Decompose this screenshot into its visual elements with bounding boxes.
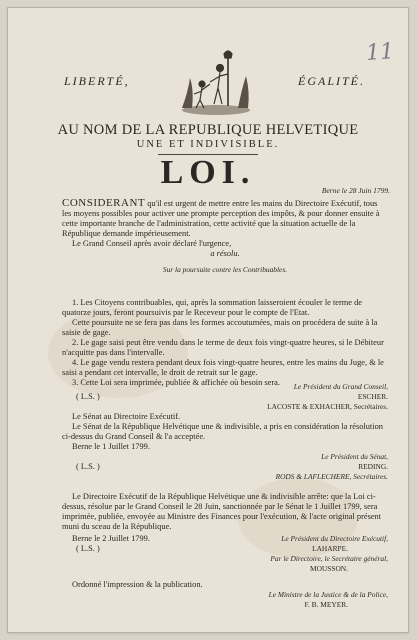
publication-order: Ordonné l'impression & la publication.: [72, 580, 203, 589]
gc-secretaries: LACOSTE & EXHACHER, Secrétaires.: [267, 402, 388, 411]
directoire-text: Le Directoire Exécutif de la République Helvétique une & indivisible arrête: que la Loi ci-dessus, résolue par le Grand Conseil le 28 Juin, sanctionnée par le Sénat le 1 Juillet 1799, sera imprimée, publiée, envoyée au Ministre des Finances pour l'exécution, & l'acte original présent muni du sceau de la République.: [62, 492, 382, 531]
senat-date: Berne le 1 Juillet 1799.: [72, 442, 150, 451]
senat-section: [62, 412, 388, 482]
motto-liberte: LIBERTÉ,: [64, 74, 130, 88]
gc-president: ESCHER.: [357, 392, 388, 401]
preamble-dropcap: CONSIDERANT: [62, 197, 146, 209]
seal-gc: ( L.S. ): [76, 392, 100, 401]
resolved: a résolu.: [210, 249, 240, 258]
heading-republic: AU NOM DE LA REPUBLIQUE HELVETIQUE: [57, 122, 359, 138]
document-sheet: [8, 8, 408, 632]
closing-section: [62, 580, 388, 610]
minister-name: F. B. MEYER.: [304, 600, 348, 609]
gc-president-title: Le Président du Grand Conseil,: [293, 382, 388, 391]
republic-emblem-vignette: [176, 48, 256, 118]
directoire-president: LAHARPE.: [312, 544, 348, 553]
article-3: 3. Cette Loi sera imprimée, publiée & affichée où besoin sera.: [72, 378, 280, 387]
date-line: Berne le 28 Juin 1799.: [321, 186, 390, 195]
seal-directoire: ( L.S. ): [76, 544, 100, 553]
directoire-secretary: MOUSSON.: [310, 564, 348, 573]
articles: [62, 298, 388, 388]
directoire-date: Berne le 2 Juillet 1799.: [72, 534, 150, 543]
directoire-president-title: Le Président du Directoire Exécutif,: [281, 534, 388, 543]
motto-egalite: ÉGALITÉ.: [298, 74, 365, 88]
senat-secretaries: RODS & LAFLECHERE, Secrétaires.: [275, 472, 388, 481]
article-1: 1. Les Citoyens contribuables, qui, après la sommation laisseroient écouler le terme de quatorze jours, feront poursuivis par le Receveur pour le compte de l'Etat.: [62, 298, 363, 317]
preamble: [62, 198, 388, 275]
declared-urgency: Le Grand Conseil après avoir déclaré l'urgence,: [72, 239, 232, 248]
senat-president: REDING.: [358, 462, 388, 471]
section-subtitle: Sur la poursuite contre les Contribuables.: [162, 265, 288, 274]
archive-number: 11: [365, 39, 395, 66]
preamble-text: qu'il est urgent de mettre entre les mains du Directoire Exécutif, tous les moyens possibles pour activer une prompte perception des impôts, & pour donner ensuite à cette importante branche de l'administration, cette activité que la situation actuelle de la République demande impérieusement.: [62, 199, 380, 238]
grand-conseil-signature: [62, 382, 388, 412]
minister-title: Le Ministre de la Justice & de la Police,: [268, 590, 388, 599]
article-2: 2. Le gage saisi peut être vendu dans le terme de deux fois vingt-quatre heures, si le Débiteur n'acquitte pas dans l'intervalle.: [62, 338, 384, 357]
law-title: LOI.: [160, 154, 256, 191]
senat-address: Le Sénat au Directoire Exécutif.: [72, 412, 181, 421]
senat-text: Le Sénat de la République Helvétique une & indivisible, a pris en considération la résolution ci-dessus du Grand Conseil & l'a acceptée.: [62, 422, 383, 441]
seal-senat: ( L.S. ): [76, 462, 100, 471]
directoire-secretary-title: Par le Directoire, le Secrétaire général,: [270, 554, 388, 563]
directoire-section: [62, 492, 388, 574]
senat-president-title: Le Président du Sénat,: [321, 452, 388, 461]
heading-indivisible: UNE ET INDIVISIBLE.: [136, 139, 280, 150]
article-1-cont: Cette poursuite ne se fera pas dans les formes accoutumées, mais on procédera de suite à la saisie de gage.: [62, 318, 378, 337]
article-4: 4. Le gage vendu restera pendant deux fois vingt-quatre heures, entre les mains du Juge, & le saisi a pendant cet intervalle, le droit de retrait sur le gage.: [62, 358, 384, 377]
